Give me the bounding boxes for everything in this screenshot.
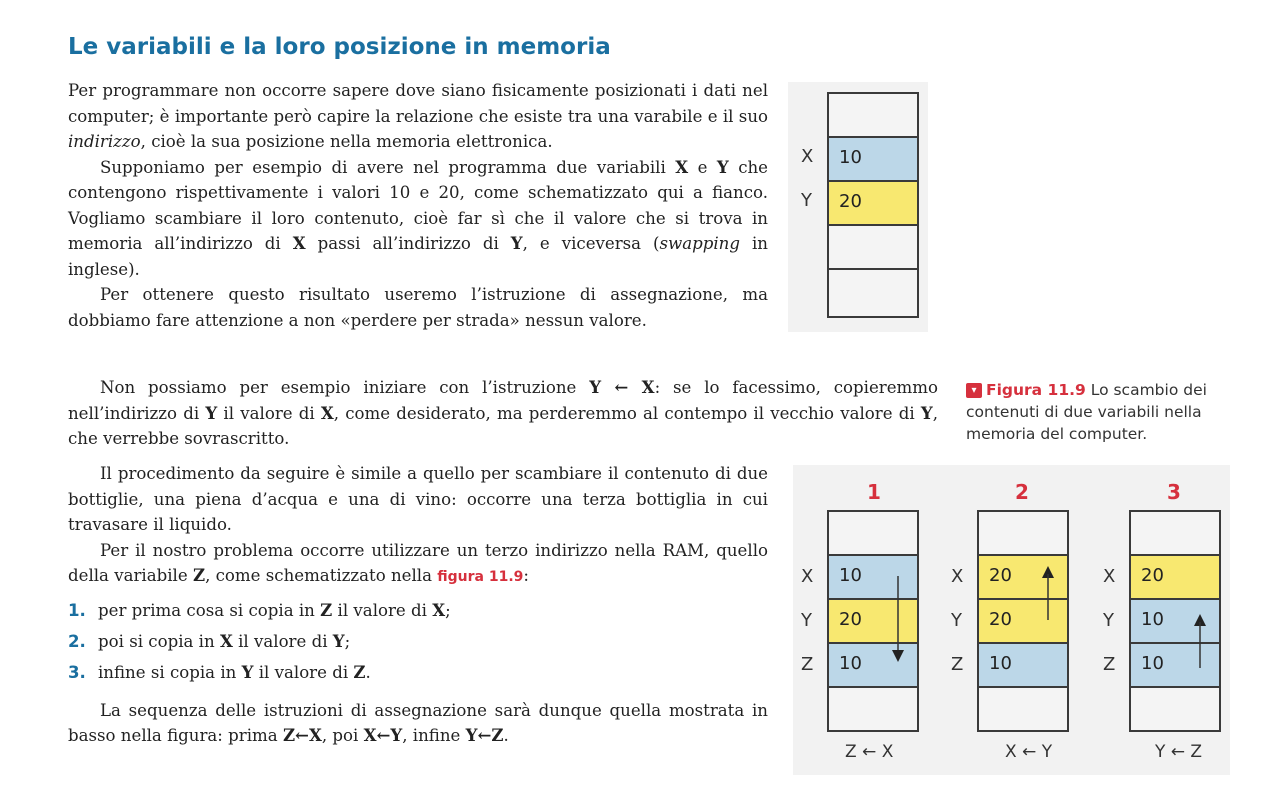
paragraph-1: Per programmare non occorre sapere dove siano fisicamente posizionati i dati nel computer; è importante però capire la relazione che esiste tra una varabile e il suo indirizzo, cioè la sua posizione nella memoria elettronica. (68, 81, 768, 151)
arrow-down-icon (888, 570, 908, 670)
memory-cell-y: 20 (827, 180, 919, 226)
text-block-lower (68, 461, 768, 749)
step-2-cell-z: 10 (977, 642, 1069, 688)
step-2-instruction: X ← Y (1005, 742, 1053, 762)
step-1-label-y: Y (801, 610, 812, 631)
memory-cell-empty (827, 268, 919, 318)
step-1-cell-z: 10 (827, 642, 919, 688)
step-1-cell-y: 20 (827, 598, 919, 644)
list-item: 2. poi si copia in X il valore di Y; (68, 630, 351, 651)
step-3-cell-y: 10 (1129, 598, 1221, 644)
step-3-label-z: Z (1103, 654, 1116, 675)
memory-cell-empty (827, 92, 919, 138)
paragraph-6: Per il nostro problema occorre utilizzare un terzo indirizzo nella RAM, quello della variabile Z, come schematizzato nella figura 11.9: (68, 540, 768, 585)
label-y: Y (801, 190, 812, 211)
step-3-cell-z: 10 (1129, 642, 1221, 688)
step-1-label-z: Z (801, 654, 814, 675)
memory-cell-empty (827, 510, 919, 556)
memory-cell-x: 10 (827, 136, 919, 182)
list-item: 3. infine si copia in Y il valore di Z. (68, 661, 371, 682)
step-2-cell-y: 20 (977, 598, 1069, 644)
step-3-header: 3 (1167, 480, 1181, 504)
page-title: Le variabili e la loro posizione in memoria (68, 34, 611, 60)
step-2-label-y: Y (951, 610, 962, 631)
step-1-header: 1 (867, 480, 881, 504)
memory-cell-empty (827, 686, 919, 732)
step-2-label-z: Z (951, 654, 964, 675)
paragraph-4: Non possiamo per esempio iniziare con l’istruzione Y ← X: se lo facessimo, copieremmo nell’indirizzo di Y il valore di X, come desiderato, ma perderemmo al contempo il vecchio valore di Y, che verrebbe sovrascritto. (68, 377, 938, 448)
step-1-label-x: X (801, 566, 814, 587)
list-item: 1. per prima cosa si copia in Z il valore di X; (68, 599, 451, 620)
step-1-cell-x: 10 (827, 554, 919, 600)
step-2-header: 2 (1015, 480, 1029, 504)
memory-cell-empty (977, 510, 1069, 556)
step-3-instruction: Y ← Z (1155, 742, 1203, 762)
paragraph-5: Il procedimento da seguire è simile a quello per scambiare il contenuto di due bottiglie, una piena d’acqua e una di vino: occorre una terza bottiglia in cui travasare il liquido. (68, 464, 768, 534)
figure-icon: ▾ (966, 383, 982, 398)
step-3-label-x: X (1103, 566, 1116, 587)
memory-cell-empty (1129, 510, 1221, 556)
label-x: X (801, 146, 814, 167)
figure-caption: ▾ Figura 11.9 Lo scambio dei contenuti di due variabili nella memoria del computer. (966, 381, 1207, 443)
step-3-cell-x: 20 (1129, 554, 1221, 600)
arrow-up-icon (1190, 612, 1210, 672)
step-2-label-x: X (951, 566, 964, 587)
steps-list (68, 595, 768, 688)
arrow-up-icon (1038, 564, 1058, 624)
paragraph-2: Supponiamo per esempio di avere nel programma due variabili X e Y che contengono rispettivamente i valori 10 e 20, come schematizzato qui a fianco. Vogliamo scambiare il loro contenuto, cioè far sì che il valore che si trova in memoria all’indirizzo di X passi all’indirizzo di Y, e viceversa (swapping in inglese). (68, 156, 768, 279)
memory-cell-empty (1129, 686, 1221, 732)
figure-link[interactable]: figura 11.9 (437, 569, 524, 585)
paragraph-3: Per ottenere questo risultato useremo l’istruzione di assegnazione, ma dobbiamo fare attenzione a non «perdere per strada» nessun valore. (68, 285, 768, 330)
step-1-instruction: Z ← X (845, 742, 894, 762)
step-2-cell-x: 20 (977, 554, 1069, 600)
paragraph-7: La sequenza delle istruzioni di assegnazione sarà dunque quella mostrata in basso nella figura: prima Z←X, poi X←Y, infine Y←Z. (68, 700, 768, 745)
memory-cell-empty (977, 686, 1069, 732)
memory-cell-empty (827, 224, 919, 270)
text-block-wide (68, 375, 938, 452)
step-3-label-y: Y (1103, 610, 1114, 631)
text-block-upper (68, 78, 768, 333)
